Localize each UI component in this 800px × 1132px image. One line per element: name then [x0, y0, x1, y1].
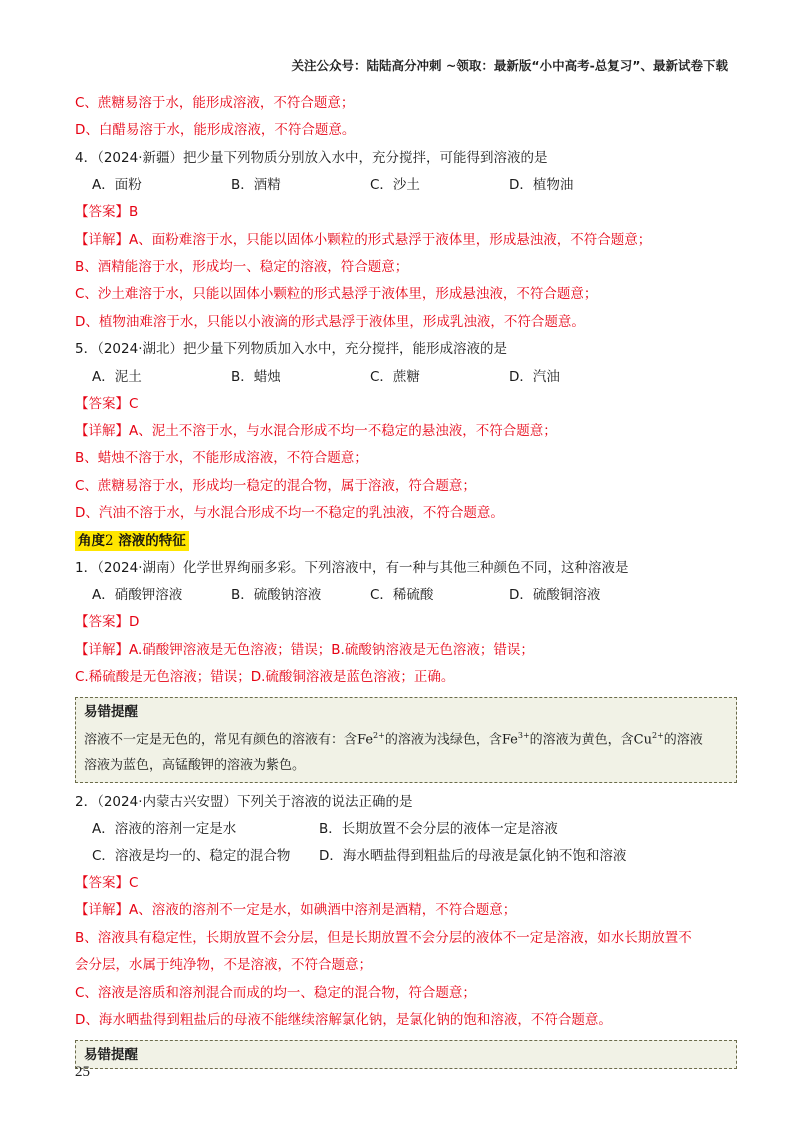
question-2-options-row [75, 843, 735, 870]
option-d: D．植物油 [509, 177, 574, 194]
formula-cu: Cu [633, 732, 652, 748]
option-d: D．海水晒盐得到粗盐后的母液是氯化钠不饱和溶液 [319, 848, 627, 865]
question-1-stem: 1．（2024·湖南）化学世界绚丽多彩。下列溶液中，有一种与其他三种颜色不同，这种溶液是 [75, 559, 629, 576]
detail-line: 【详解】A.硝酸钾溶液是无色溶液；错误；B.硫酸钠溶液是无色溶液；错误； [75, 641, 534, 658]
charge-superscript: 2+ [652, 731, 664, 741]
option-c: C．溶液是均一的、稳定的混合物 [92, 848, 291, 865]
detail-line: D、汽油不溶于水，与水混合形成不均一不稳定的乳浊液，不符合题意。 [75, 505, 504, 522]
tip-text-part: 溶液不一定是无色的，常见有颜色的溶液有：含 [84, 732, 358, 748]
option-a: A．硝酸钾溶液 [92, 587, 183, 604]
section-heading [75, 531, 189, 551]
tip-text-part: 的溶液为浅绿色，含 [384, 732, 502, 748]
tip-text-part: 的溶液为黄色，含 [529, 732, 634, 748]
option-a: A．面粉 [92, 177, 142, 194]
question-2-options-row [75, 816, 735, 843]
detail-line: 【详解】A、泥土不溶于水，与水混合形成不均一不稳定的悬浊液，不符合题意； [75, 423, 557, 440]
tip-box [75, 697, 737, 782]
option-a: A．泥土 [92, 368, 142, 385]
section-heading-number: 2 [105, 532, 114, 549]
detail-line: D、海水晒盐得到粗盐后的母液不能继续溶解氯化钠，是氯化钠的饱和溶液，不符合题意。 [75, 1012, 612, 1029]
tip-text-part: 的溶液 [663, 732, 703, 748]
detail-line: B、溶液具有稳定性，长期放置不会分层，但是长期放置不会分层的液体不一定是溶液，如水长期放置不 [75, 929, 692, 946]
option-b: B．蜡烛 [231, 368, 281, 385]
formula-fe: Fe [501, 732, 518, 748]
detail-line: 会分层，水属于纯净物，不是溶液，不符合题意； [75, 957, 372, 974]
option-b: B．酒精 [231, 177, 281, 194]
section-heading-title: 溶液的特征 [118, 532, 186, 549]
tip-text [84, 723, 728, 752]
detail-line: 【详解】A、面粉难溶于水，只能以固体小颗粒的形式悬浮于液体里，形成悬浊液，不符合题意； [75, 231, 652, 248]
option-b: B．长期放置不会分层的液体一定是溶液 [319, 821, 558, 838]
page-content [75, 90, 735, 1075]
question-2-stem: 2．（2024·内蒙古兴安盟）下列关于溶液的说法正确的是 [75, 793, 413, 810]
formula-fe: Fe [357, 732, 374, 748]
detail-line: B、蜡烛不溶于水，不能形成溶液，不符合题意； [75, 450, 368, 467]
question-1-options [75, 582, 735, 609]
detail-line: D、植物油难溶于水，只能以小液滴的形式悬浮于液体里，形成乳浊液，不符合题意。 [75, 313, 585, 330]
option-c: C．蔗糖 [370, 368, 420, 385]
detail-line: B、酒精能溶于水，形成均一、稳定的溶液，符合题意； [75, 259, 409, 276]
charge-superscript: 2+ [373, 731, 385, 741]
answer-line: 【答案】C [75, 875, 139, 892]
question-4-stem: 4．（2024·新疆）把少量下列物质分别放入水中，充分搅拌，可能得到溶液的是 [75, 149, 548, 166]
option-d: D．硫酸铜溶液 [509, 587, 601, 604]
answer-line: 【答案】C [75, 395, 139, 412]
header-note: 关注公众号：陆陆高分冲刺 ~领取：最新版“小中高考-总复习”、最新试卷下载 [291, 58, 728, 73]
detail-line: C、蔗糖易溶于水，形成均一稳定的混合物，属于溶液，符合题意； [75, 477, 476, 494]
page-number: 25 [75, 1064, 90, 1080]
option-c: C．稀硫酸 [370, 587, 434, 604]
section-heading-prefix: 角度 [78, 532, 105, 549]
option-a: A．溶液的溶剂一定是水 [92, 821, 237, 838]
text-line: D、白醋易溶于水，能形成溶液，不符合题意。 [75, 122, 356, 139]
option-c: C．沙土 [370, 177, 420, 194]
question-5-stem: 5．（2024·湖北）把少量下列物质加入水中，充分搅拌，能形成溶液的是 [75, 341, 507, 358]
option-d: D．汽油 [509, 368, 560, 385]
detail-line: C.稀硫酸是无色溶液；错误；D.硫酸铜溶液是蓝色溶液；正确。 [75, 668, 455, 685]
option-b: B．硫酸钠溶液 [231, 587, 322, 604]
detail-line: C、溶液是溶质和溶剂混合而成的均一、稳定的混合物，符合题意； [75, 984, 476, 1001]
text-line: C、蔗糖易溶于水，能形成溶液，不符合题意； [75, 95, 355, 111]
answer-line: 【答案】B [75, 204, 139, 221]
tip-text: 溶液为蓝色，高锰酸钾的溶液为紫色。 [84, 757, 306, 773]
question-4-options [75, 172, 735, 199]
detail-line: 【详解】A、溶液的溶剂不一定是水，如碘酒中溶剂是酒精，不符合题意； [75, 902, 517, 919]
question-5-options [75, 364, 735, 391]
detail-line: C、沙土难溶于水，只能以固体小颗粒的形式悬浮于液体里，形成悬浊液，不符合题意； [75, 286, 598, 303]
charge-superscript: 3+ [517, 731, 530, 741]
tip-title: 易错提醒 [84, 704, 138, 721]
answer-line: 【答案】D [75, 614, 140, 631]
tip-title: 易错提醒 [84, 1047, 138, 1064]
tip-box [75, 1040, 737, 1069]
